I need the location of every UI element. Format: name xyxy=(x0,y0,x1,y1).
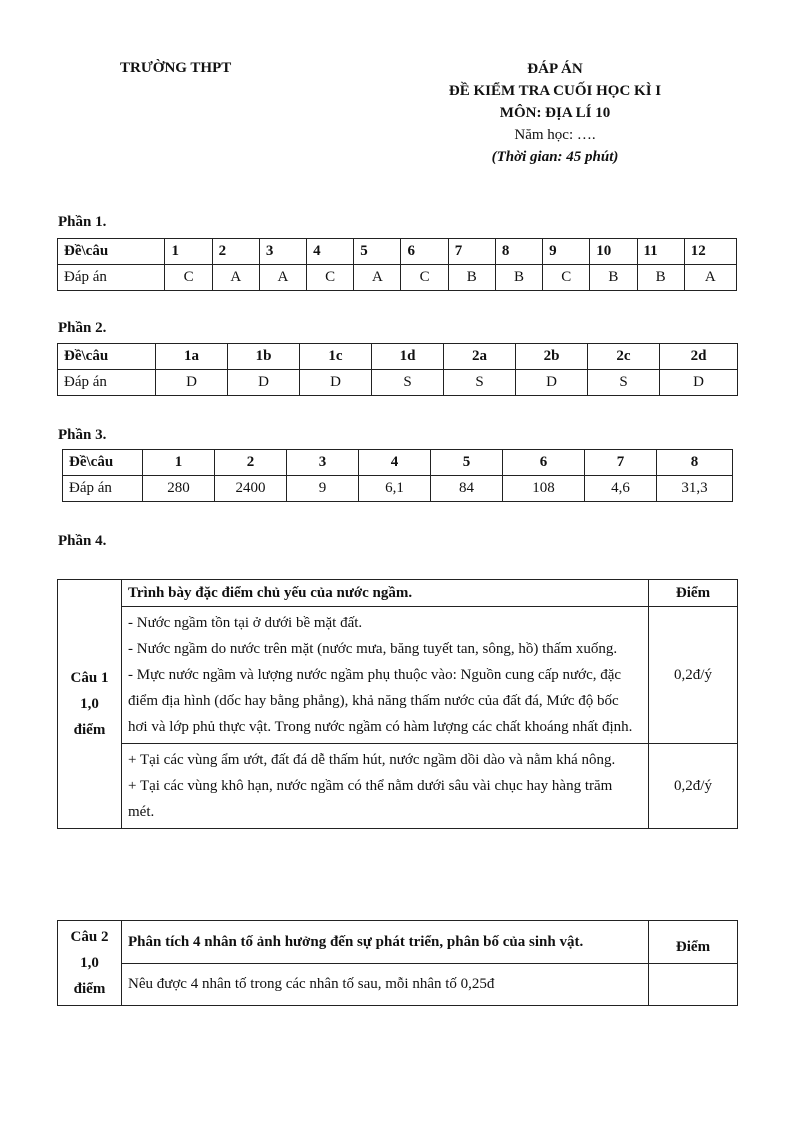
answer-cell: S xyxy=(444,370,516,396)
row-answer-label: Đáp án xyxy=(63,476,143,502)
answer-cell: B xyxy=(637,265,684,291)
answer-cell: C xyxy=(543,265,590,291)
part4-title: Phần 4. xyxy=(58,533,107,549)
question1-score1: 0,2đ/ý xyxy=(649,607,738,744)
question-number-cell: 8 xyxy=(657,450,733,476)
question1-heading: Trình bày đặc điểm chủ yếu của nước ngầm. xyxy=(122,580,649,607)
part2-table xyxy=(57,343,738,396)
question1-answer-block2: + Tại các vùng ẩm ướt, đất đá dễ thấm hút, nước ngầm dồi dào và nằm khá nông. + Tại các vùng khô hạn, nước ngầm có thể nằm dưới sâu vài chục hay hàng trăm mét. xyxy=(122,744,649,829)
answer-cell: B xyxy=(495,265,542,291)
answer-cell: D xyxy=(156,370,228,396)
question-number-cell: 10 xyxy=(590,239,637,265)
question1-score2: 0,2đ/ý xyxy=(649,744,738,829)
question-number-cell: 1b xyxy=(228,344,300,370)
answer-cell: D xyxy=(228,370,300,396)
document-title: ĐÁP ÁN xyxy=(527,61,583,77)
question-number-cell: 4 xyxy=(307,239,354,265)
question1-answer-block1: - Nước ngầm tồn tại ở dưới bề mặt đất. - Nước ngầm do nước trên mặt (nước mưa, băng tuyết tan, sông, hồ) thấm xuống. - Mực nước ngầm và lượng nước ngầm phụ thuộc vào: Nguồn cung cấp nước, đặc điểm địa hình (dốc hay bằng phẳng), khả năng thấm nước của đất đá, Mức độ bốc hơi và lớp phủ thực vật. Trong nước ngầm có hàm lượng các chất khoáng nhất định. xyxy=(122,607,649,744)
answer-cell: 6,1 xyxy=(359,476,431,502)
answer-cell: 2400 xyxy=(215,476,287,502)
part1-header-row xyxy=(58,239,737,265)
question-number-cell: 2a xyxy=(444,344,516,370)
row-header-label: Đề\câu xyxy=(63,450,143,476)
question-number-cell: 12 xyxy=(684,239,736,265)
row-answer-label: Đáp án xyxy=(58,265,165,291)
answer-cell: B xyxy=(448,265,495,291)
answer-cell: C xyxy=(307,265,354,291)
part1-title: Phần 1. xyxy=(58,214,107,230)
answer-cell: 108 xyxy=(503,476,585,502)
document-header xyxy=(400,58,710,168)
question1-label: Câu 1 1,0 điểm xyxy=(58,580,122,829)
answer-cell: 9 xyxy=(287,476,359,502)
question2-label: Câu 2 1,0 điểm xyxy=(58,921,122,1006)
question-number-cell: 11 xyxy=(637,239,684,265)
answer-cell: D xyxy=(300,370,372,396)
answer-cell: A xyxy=(259,265,306,291)
question-number-cell: 2d xyxy=(660,344,738,370)
part3-header-row xyxy=(63,450,733,476)
question-number-cell: 3 xyxy=(287,450,359,476)
question-number-cell: 7 xyxy=(448,239,495,265)
question-number-cell: 7 xyxy=(585,450,657,476)
question-number-cell: 2c xyxy=(588,344,660,370)
question-number-cell: 8 xyxy=(495,239,542,265)
answer-cell: 84 xyxy=(431,476,503,502)
answer-cell: C xyxy=(165,265,212,291)
answer-cell: B xyxy=(590,265,637,291)
answer-cell: A xyxy=(212,265,259,291)
exam-duration: (Thời gian: 45 phút) xyxy=(491,149,619,165)
question2-score-empty xyxy=(649,963,738,1006)
question-number-cell: 2 xyxy=(212,239,259,265)
question-number-cell: 1a xyxy=(156,344,228,370)
part1-table xyxy=(57,238,737,291)
question-number-cell: 1d xyxy=(372,344,444,370)
question-number-cell: 2b xyxy=(516,344,588,370)
question-number-cell: 9 xyxy=(543,239,590,265)
subject-title: MÔN: ĐỊA LÍ 10 xyxy=(499,105,611,121)
part3-answer-row xyxy=(63,476,733,502)
part1-answer-row xyxy=(58,265,737,291)
question-number-cell: 6 xyxy=(503,450,585,476)
question-number-cell: 1c xyxy=(300,344,372,370)
question2-heading: Phân tích 4 nhân tố ảnh hưởng đến sự phát triển, phân bố của sinh vật. xyxy=(122,921,649,964)
part2-answer-row xyxy=(58,370,738,396)
question1-score-header: Điểm xyxy=(649,580,738,607)
exam-title: ĐỀ KIỂM TRA CUỐI HỌC KÌ I xyxy=(448,83,662,99)
answer-cell: A xyxy=(354,265,401,291)
question-number-cell: 1 xyxy=(143,450,215,476)
question-number-cell: 1 xyxy=(165,239,212,265)
answer-cell: A xyxy=(684,265,736,291)
question2-table xyxy=(57,920,738,1006)
question2-score-header: Điểm xyxy=(649,921,738,964)
part3-title: Phần 3. xyxy=(58,427,107,443)
answer-cell: 31,3 xyxy=(657,476,733,502)
question-number-cell: 3 xyxy=(259,239,306,265)
answer-cell: D xyxy=(660,370,738,396)
answer-cell: S xyxy=(588,370,660,396)
row-header-label: Đề\câu xyxy=(58,344,156,370)
part2-title: Phần 2. xyxy=(58,320,107,336)
row-header-label: Đề\câu xyxy=(58,239,165,265)
question-number-cell: 4 xyxy=(359,450,431,476)
part2-header-row xyxy=(58,344,738,370)
part3-table xyxy=(62,449,733,502)
answer-cell: S xyxy=(372,370,444,396)
answer-cell: 4,6 xyxy=(585,476,657,502)
school-year: Năm học: …. xyxy=(514,127,596,143)
question-number-cell: 5 xyxy=(354,239,401,265)
question-number-cell: 6 xyxy=(401,239,448,265)
question-number-cell: 5 xyxy=(431,450,503,476)
school-name: TRƯỜNG THPT xyxy=(120,60,232,76)
question1-table xyxy=(57,579,738,829)
answer-cell: C xyxy=(401,265,448,291)
row-answer-label: Đáp án xyxy=(58,370,156,396)
question2-answer-line: Nêu được 4 nhân tố trong các nhân tố sau, mỗi nhân tố 0,25đ xyxy=(122,963,649,1006)
question-number-cell: 2 xyxy=(215,450,287,476)
answer-cell: 280 xyxy=(143,476,215,502)
answer-cell: D xyxy=(516,370,588,396)
